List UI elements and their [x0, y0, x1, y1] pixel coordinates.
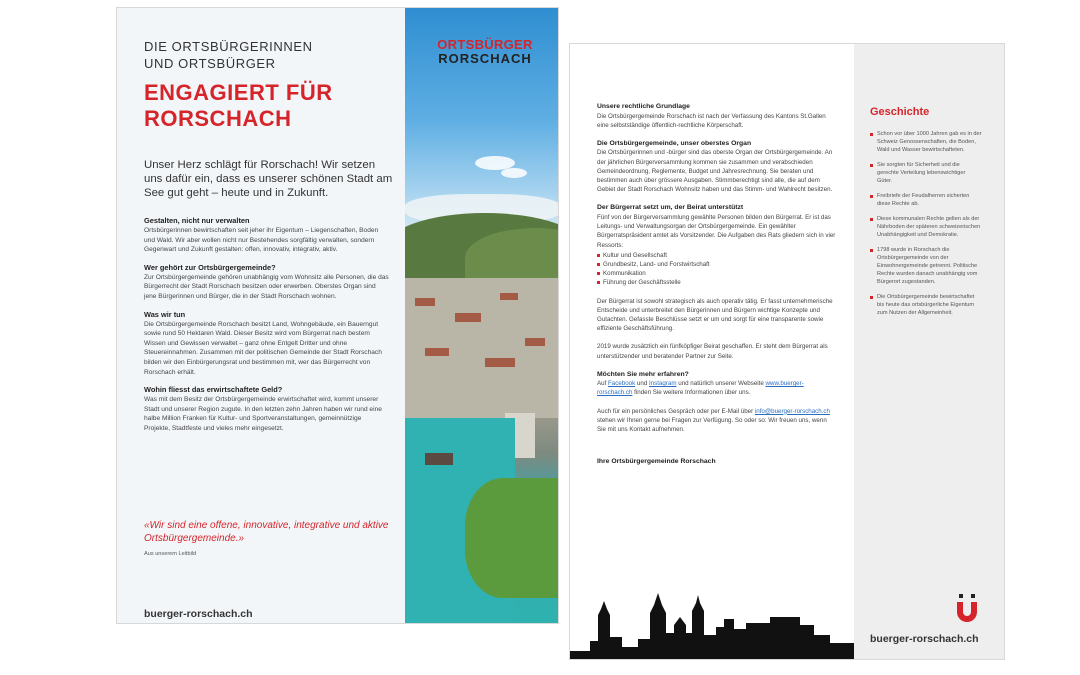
- flyer-back-page: [569, 43, 1005, 660]
- section-title: Wohin fliesst das erwirtschaftete Geld?: [144, 385, 283, 395]
- roof-shape: [500, 293, 518, 300]
- website-link[interactable]: buerger-rorschach.ch: [144, 608, 253, 620]
- text-fragment: und natürlich unserer Webseite: [678, 380, 764, 388]
- roof-shape: [425, 348, 449, 356]
- rorschach-skyline-silhouette: [570, 589, 854, 660]
- section-text: Zur Ortsbürgergemeinde gehören unabhängig vom Wohnsitz alle Personen, die das Bürgerrecht der Stadt Rorschach besitzen oder erwerben. Oberstes Organ sind jene Bürgerinnen und Bürger, die in der Stadt Rorschach wohnen.: [144, 273, 389, 300]
- section-wer-gehoert: [144, 263, 389, 302]
- section-kontakt: [597, 407, 837, 435]
- section-gestalten: [144, 216, 389, 255]
- section-geld: [144, 385, 389, 433]
- section-strategic: [597, 297, 837, 334]
- section-title: Wer gehört zur Ortsbürgergemeinde?: [144, 262, 276, 272]
- roof-shape: [525, 338, 545, 346]
- text-fragment: Auf: [597, 380, 607, 388]
- section-text: Was mit dem Besitz der Ortsbürgergemeinde erwirtschaftet wird, kommt unserer Stadt und unserer Region zugute. In den letzten zehn Jahren haben wir rund eine halbe Million Franken für Kultur- und Sportveranstaltungen, gemeinnützige Projekte, Stadtfeste und vieles mehr eingesetzt.: [144, 396, 382, 432]
- brand-logo-text: [421, 38, 549, 66]
- section-title: Gestalten, nicht nur verwalten: [144, 216, 250, 225]
- back-text-column: [597, 102, 837, 465]
- history-sidebar: [854, 44, 1005, 660]
- section-text: Fünf von der Bürgerversammlung gewählte Personen bilden den Bürgerrat. Er ist das Leitungs- und Verwaltungsorgan der Ortsbürgergemeinde. Ein gewählter Bürgerratspräsident amtet als Vorsitzender. Die Aufgaben des Rats gliedern sich in vier Ressorts:: [597, 213, 836, 249]
- list-item: Diese kommunalen Rechte gelten als der Nährboden der späteren schweizerischen Unabhängigkeit und Demokratie.: [870, 215, 982, 239]
- aerial-photo-rorschach: [405, 8, 559, 624]
- front-text-column: [117, 8, 405, 623]
- harbor-building: [425, 453, 453, 465]
- section-title: Der Bürgerrat setzt um, der Beirat unterstützt: [597, 204, 744, 212]
- text-fragment: stehen wir Ihnen gerne bei Fragen zur Verfügung. So oder so: Wir freuen uns, wenn Sie mit uns Kontakt aufnehmen.: [597, 416, 827, 434]
- list-item: Grundbesitz, Land- und Forstwirtschaft: [597, 260, 837, 269]
- section-title: Was wir tun: [144, 309, 186, 319]
- section-text: [597, 379, 837, 397]
- list-item: Kommunikation: [597, 269, 837, 278]
- email-link[interactable]: info@buerger-rorschach.ch: [754, 407, 830, 415]
- section-rechtliche-grundlage: [597, 102, 837, 130]
- signature: Ihre Ortsbürgergemeinde Rorschach: [597, 458, 716, 466]
- instagram-link[interactable]: Instagram: [649, 380, 677, 388]
- roof-shape: [455, 313, 481, 322]
- intro-line-1: DIE ORTSBÜRGERINNEN: [144, 39, 313, 54]
- lead-paragraph: Unser Herz schlägt für Rorschach! Wir setzen uns dafür ein, dass es unserer schönen Stadt am See gut geht – heute und in Zukunft.: [144, 159, 393, 199]
- section-was-wir-tun: [144, 310, 389, 378]
- list-item: Die Ortsbürgergemeinde bewirtschaftet bis heute das ortsbürgerliche Eigentum zum Nutzen der Allgemeinheit.: [870, 293, 982, 317]
- mission-quote: «Wir sind eine offene, innovative, integrative und aktive Ortsbürgergemeinde.»: [144, 520, 389, 544]
- headline-line-1: ENGAGIERT FÜR: [144, 80, 333, 105]
- list-item: Kultur und Gesellschaft: [597, 251, 837, 260]
- section-mehr-erfahren: [597, 370, 837, 398]
- section-text: Die Ortsbürgergemeinde Rorschach ist nach der Verfassung des Kantons St.Gallen eine selbstständige öffentlich-rechtliche Körperschaft.: [597, 112, 826, 129]
- website-link[interactable]: buerger-rorschach.ch: [870, 633, 979, 645]
- headline-line-2: RORSCHACH: [144, 106, 292, 131]
- ortsbuerger-u-logo-icon: [954, 594, 980, 624]
- ressorts-list: [597, 251, 837, 288]
- paragraph-beirat: 2019 wurde zusätzlich ein fünfköpfiger Beirat geschaffen. Er steht dem Bürgerrat als unterstützender und beratender Partner zur Seite.: [597, 343, 828, 360]
- list-item: Schon vor über 1000 Jahren gab es in der Schweiz Genossenschaften, die Boden, Wald und Wasser bewirtschafteten.: [870, 130, 982, 154]
- section-text: Ortsbürgerinnen bewirtschaften seit jeher ihr Eigentum – Liegenschaften, Boden und Wald. Wir aber wollen nicht nur Bestehendes sorgfältig verwalten, sondern Gegenwart und Zukunft gestalten: offen, innovativ, integrativ, aktiv.: [144, 227, 379, 254]
- section-title: Möchten Sie mehr erfahren?: [597, 370, 689, 378]
- brand-line-1: ORTSBÜRGER: [437, 37, 533, 52]
- section-text: Die Ortsbürgergemeinde Rorschach besitzt Land, Wohngebäude, ein Bauerngut sowie rund 50 Hektaren Wald. Dieser Besitz wird vom Bürgerrat nach bestem Wissen und Gewissen verwaltet – ganz ohne Entgelt Dritter und ohne Steuereinnahmen. Zusammen mit der politischen Gemeinde der Stadt Rorschach bilden wir den Einbürgerungsrat und bestimmen mit, wer das Bürgerrecht von Rorschach erhält.: [144, 320, 382, 376]
- roof-shape: [415, 298, 435, 306]
- list-item: Sie sorgten für Sicherheit und die gerechte Verteilung lebenswichtiger Güter.: [870, 161, 982, 185]
- history-title: Geschichte: [870, 106, 930, 118]
- section-beirat: [597, 342, 837, 360]
- brand-line-2: RORSCHACH: [438, 51, 532, 66]
- text-fragment: Auch für ein persönliches Gespräch oder per E-Mail über: [597, 407, 754, 415]
- history-list: [870, 130, 982, 324]
- section-buergerrat: [597, 203, 837, 287]
- cloud-shape: [501, 168, 527, 178]
- lakeside-park: [465, 478, 559, 598]
- roof-shape: [485, 358, 515, 367]
- list-item: 1798 wurde in Rorschach die Ortsbürgergemeinde von der Einwohnergemeinde getrennt. Politische Rechte wurden danach unabhängig vom Bürgerort zugestanden.: [870, 246, 982, 286]
- front-sections: [144, 216, 389, 442]
- section-title: Unsere rechtliche Grundlage: [597, 103, 690, 110]
- section-oberstes-organ: [597, 139, 837, 195]
- headline: [144, 80, 394, 132]
- text-fragment: finden Sie weitere Informationen über uns.: [634, 389, 751, 397]
- list-item: Freibriefe der Feudalherren sicherten diese Rechte ab.: [870, 192, 982, 208]
- section-text: Die Ortsbürgerinnen und -bürger sind das oberste Organ der Ortsbürgergemeinde. An der jährlichen Bürgerversammlung kommen sie zusammen und verabschieden Gemeindeordnung, Reglemente, Budget und Jahresrechnung. Sie beraten und bestimmen auch über grössere Ausgaben. Stimmberechtigt sind alle, die auf dem Gebiet der Stadt Rorschach Wohnsitz haben und das Stimm- und Wahlrecht besitzen.: [597, 149, 833, 194]
- list-item: Führung der Geschäftsstelle: [597, 278, 837, 287]
- quote-source: Aus unserem Leitbild: [144, 551, 197, 557]
- section-title: Die Ortsbürgergemeinde, unser oberstes Organ: [597, 139, 752, 147]
- section-text: [597, 407, 837, 435]
- facebook-link[interactable]: Facebook: [608, 380, 636, 388]
- flyer-front-page: [116, 7, 559, 624]
- text-fragment: und: [636, 380, 648, 388]
- website-link[interactable]: www.buerger-rorschach.ch: [597, 380, 804, 397]
- intro-line-2: UND ORTSBÜRGER: [144, 56, 276, 71]
- paragraph-strategic: Der Bürgerrat ist sowohl strategisch als auch operativ tätig. Er fasst unternehmerische Entscheide und unterbreitet den Bürgerinnen und Bürgern wichtige Konzepte und Gutachten. Gefasste Beschlüsse setzt er um und sorgt für eine transparente sowie effiziente Geschäftsführung.: [597, 297, 833, 333]
